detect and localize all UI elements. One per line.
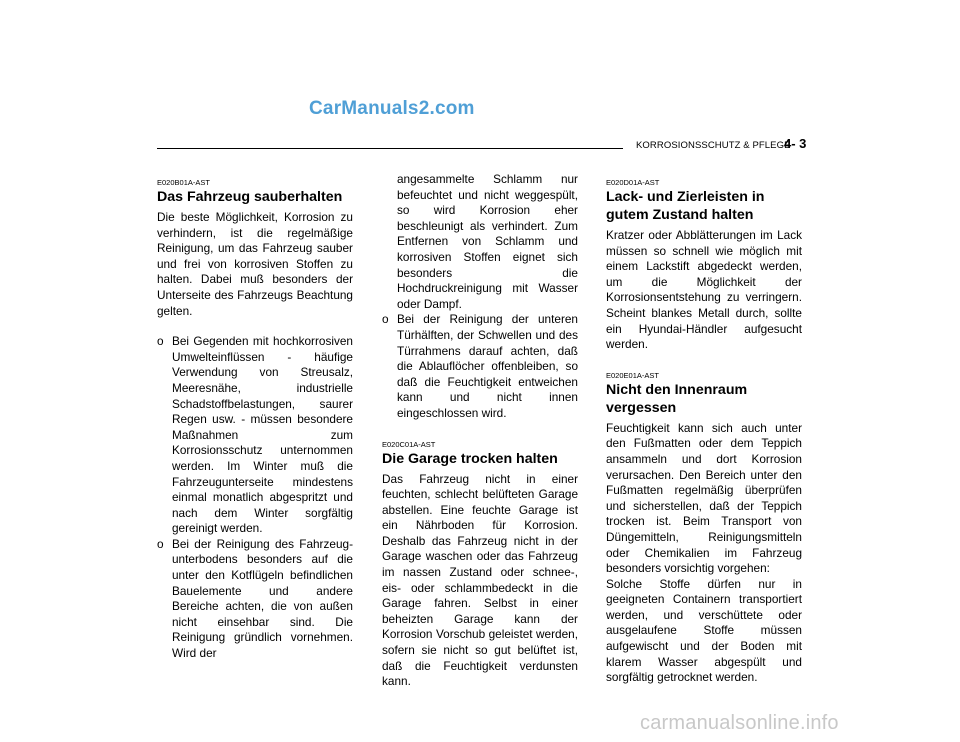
section-title-clean: Das Fahrzeug sauberhalten bbox=[157, 189, 343, 205]
section-title-garage: Die Garage trocken halten bbox=[382, 450, 558, 467]
bullet-marker: o bbox=[157, 536, 164, 551]
list-item-text: Bei Gegenden mit hochkorrosiven Umwelteinflüssen - häufige Verwendung von Streusalz, Meeresnähe, industrielle Schadstoffbelastungen, saurer Regen usw. - müssen besondere Maßnahmen zum Korrosionsschutz unternommen werden. Im Winter muß die Fahrzeugunterseite mindestens einmal monatlich abgespritzt und nach dem Winter sorgfältig gereinigt werden. bbox=[172, 334, 353, 536]
list-item-text: Bei der Reinigung des Fahrzeug-unterbodens besonders auf die unter den Kotflügeln befindlichen Bauelemente und andere Bereiche achten, die von außen nicht einsehbar sind. Die Reinigung gründlich vornehmen. Wird der bbox=[172, 536, 353, 661]
paragraph-interior: Feuchtigkeit kann sich auch unter den Fußmatten oder dem Teppich ansammeln und dort Korrosion verursachen. Den Bereich unter den Fußmatten regelmäßig überprüfen und sicherstellen, daß der Teppich trocken ist. Beim Transport von Düngemitteln, Reinigungsmitteln oder Chemikalien im Fahrzeug besonders vorsichtig vorgehen: bbox=[606, 420, 802, 576]
paragraph-trim: Kratzer oder Abblätterungen im Lack müssen so schnell wie möglich mit einem Lackstift abgedeckt werden, um die Möglichkeit der Korrosionsentstehung zu verringern. Scheint blankes Metall durch, sollte ein Hyundai-Händler aufgesucht werden. bbox=[606, 228, 802, 352]
column-right bbox=[606, 178, 802, 686]
list-item-text: angesammelte Schlamm nur befeuchtet und nicht weggespült, so wird Korrosion eher beschleunigt als verhindert. Zum Entfernen von Schlamm und korrosiven Stoffen eignet sich besonders die Hochdruckreinigung mit Wasser oder Dampf. bbox=[397, 172, 578, 311]
header-rule bbox=[157, 148, 623, 149]
footer-watermark[interactable]: carmanualsonline.info bbox=[640, 712, 839, 734]
bullet-list-clean-continued bbox=[382, 172, 578, 422]
section-code: E020B01A-AST bbox=[157, 178, 210, 187]
paragraph-clean-intro: Die beste Möglichkeit, Korrosion zu verhindern, ist die regelmäßige Reinigung, um das Fahrzeug sauber und frei von korrosiven Stoffen zu halten. Dabei muß besonders der Unterseite des Fahrzeugs Beachtung gelten. bbox=[157, 210, 353, 318]
column-left bbox=[157, 178, 353, 662]
bullet-marker: o bbox=[157, 334, 164, 349]
section-title-trim: Lack- und Zierleisten in gutem Zustand halten bbox=[606, 189, 765, 223]
paragraph-garage: Das Fahrzeug nicht in einer feuchten, schlecht belüfteten Garage abstellen. Eine feuchte Garage ist ein Nährboden für Korrosion. Deshalb das Fahrzeug nicht in der Garage waschen oder das Fahrzeug im nassen Zustand oder schnee-, eis- oder schlammbedeckt in die Garage fahren. Selbst in einer beheizten Garage kann der Korrosion Vorschub geleistet werden, sofern sie nicht so gut belüftet ist, daß die Feuchtigkeit verdunsten kann. bbox=[382, 471, 578, 689]
bullet-list-clean bbox=[157, 334, 353, 661]
bullet-marker: o bbox=[382, 312, 389, 327]
page-number: 4- 3 bbox=[784, 136, 807, 151]
list-item bbox=[382, 172, 578, 312]
list-item bbox=[157, 334, 353, 537]
site-watermark[interactable]: CarManuals2.com bbox=[309, 98, 475, 119]
section-title-interior: Nicht den Innenraum vergessen bbox=[606, 381, 748, 416]
section-code: E020C01A-AST bbox=[382, 439, 436, 449]
paragraph-interior-2: Solche Stoffe dürfen nur in geeigneten Containern transportiert werden, und verschüttete oder ausgelaufene Stoffe müssen aufgewischt und der Boden mit klarem Wasser abgespült und sorgfältig getrocknet werden. bbox=[606, 576, 802, 685]
spacer bbox=[382, 422, 578, 440]
section-code: E020E01A-AST bbox=[606, 370, 659, 380]
column-middle bbox=[382, 172, 578, 690]
list-item-text: Bei der Reinigung der unteren Türhälften, der Schwellen und des Türrahmens darauf achten, daß die Ablauflöcher offenbleiben, so daß die Feuchtigkeit entweichen kann und nicht innen eingeschlossen wird. bbox=[397, 312, 578, 420]
spacer bbox=[157, 319, 353, 334]
list-item bbox=[382, 312, 578, 421]
list-item bbox=[157, 537, 353, 662]
running-header: KORROSIONSSCHUTZ & PFLEGE bbox=[636, 140, 791, 151]
section-code: E020D01A-AST bbox=[606, 178, 660, 187]
spacer bbox=[606, 353, 802, 371]
